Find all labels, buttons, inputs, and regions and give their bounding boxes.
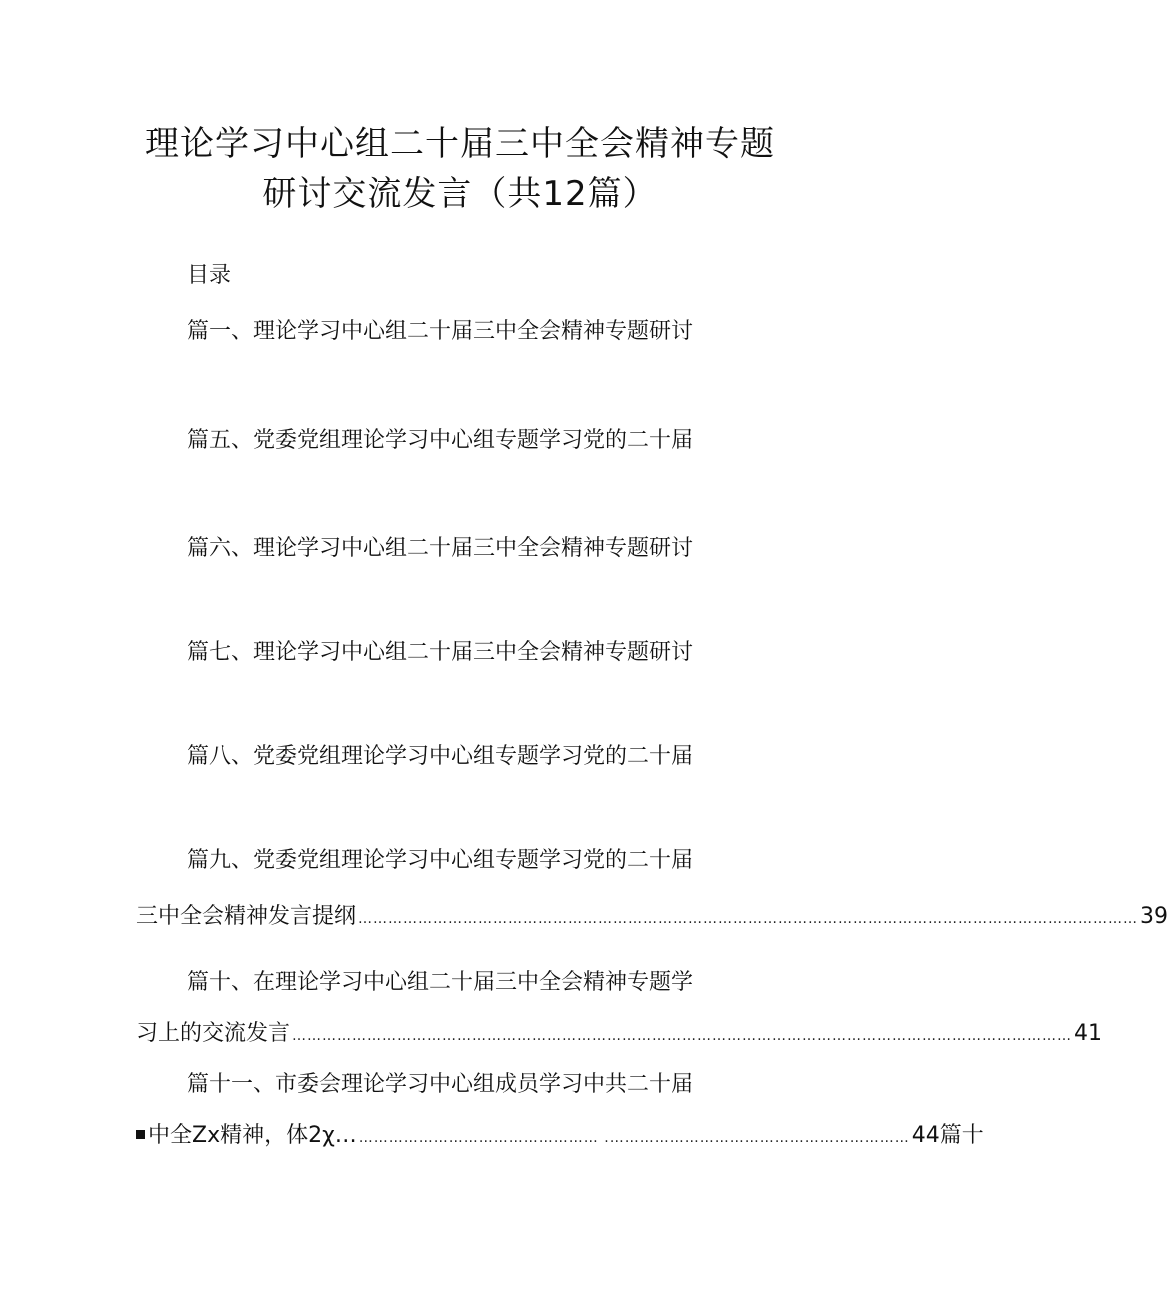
toc-entry-11-text-wrap — [136, 1122, 357, 1150]
toc-entry-9-line2[interactable] — [136, 903, 1168, 933]
toc-entry-10-text: 习上的交流发言 — [136, 1021, 291, 1046]
toc-entry-8[interactable]: 篇八、党委党组理论学习中心组专题学习党的二十届 — [187, 744, 694, 769]
toc-heading: 目录 — [187, 263, 232, 288]
toc-entry-9-text: 三中全会精神发言提纲 — [136, 904, 357, 929]
title-line-1: 理论学习中心组二十届三中全会精神专题 — [145, 124, 775, 164]
toc-entry-11-line1[interactable]: 篇十一、市委会理论学习中心组成员学习中共二十届 — [187, 1072, 694, 1097]
toc-entry-10-line2[interactable] — [136, 1020, 1103, 1050]
toc-entry-10-page: 41 — [1074, 1021, 1103, 1046]
dot-leader: ………………………………………………………………………………………………………………………………………… — [292, 1028, 1073, 1044]
toc-entry-6[interactable]: 篇六、理论学习中心组二十届三中全会精神专题研讨 — [187, 536, 694, 561]
toc-entry-5[interactable]: 篇五、党委党组理论学习中心组专题学习党的二十届 — [187, 428, 694, 453]
square-bullet-icon — [136, 1130, 145, 1139]
dot-leader: ………………………………………… .…………………………………………………… — [358, 1130, 910, 1146]
toc-entry-1[interactable]: 篇一、理论学习中心组二十届三中全会精神专题研讨 — [187, 319, 694, 344]
toc-entry-7[interactable]: 篇七、理论学习中心组二十届三中全会精神专题研讨 — [187, 640, 694, 665]
toc-entry-9-line1[interactable]: 篇九、党委党组理论学习中心组专题学习党的二十届 — [187, 848, 694, 873]
toc-entry-10-line1[interactable]: 篇十、在理论学习中心组二十届三中全会精神专题学 — [187, 970, 694, 995]
toc-entry-9-page: 39 — [1140, 904, 1168, 929]
toc-entry-11-page: 44篇十 — [911, 1123, 984, 1148]
dot-leader: ………………………………………………………………………………………………………………………………………… — [358, 911, 1139, 927]
toc-entry-11-line2[interactable] — [136, 1122, 984, 1152]
toc-entry-11-text: 中全Zx精神，体2χ… — [148, 1123, 357, 1148]
title-line-2: 研讨交流发言（共12篇） — [262, 174, 658, 214]
